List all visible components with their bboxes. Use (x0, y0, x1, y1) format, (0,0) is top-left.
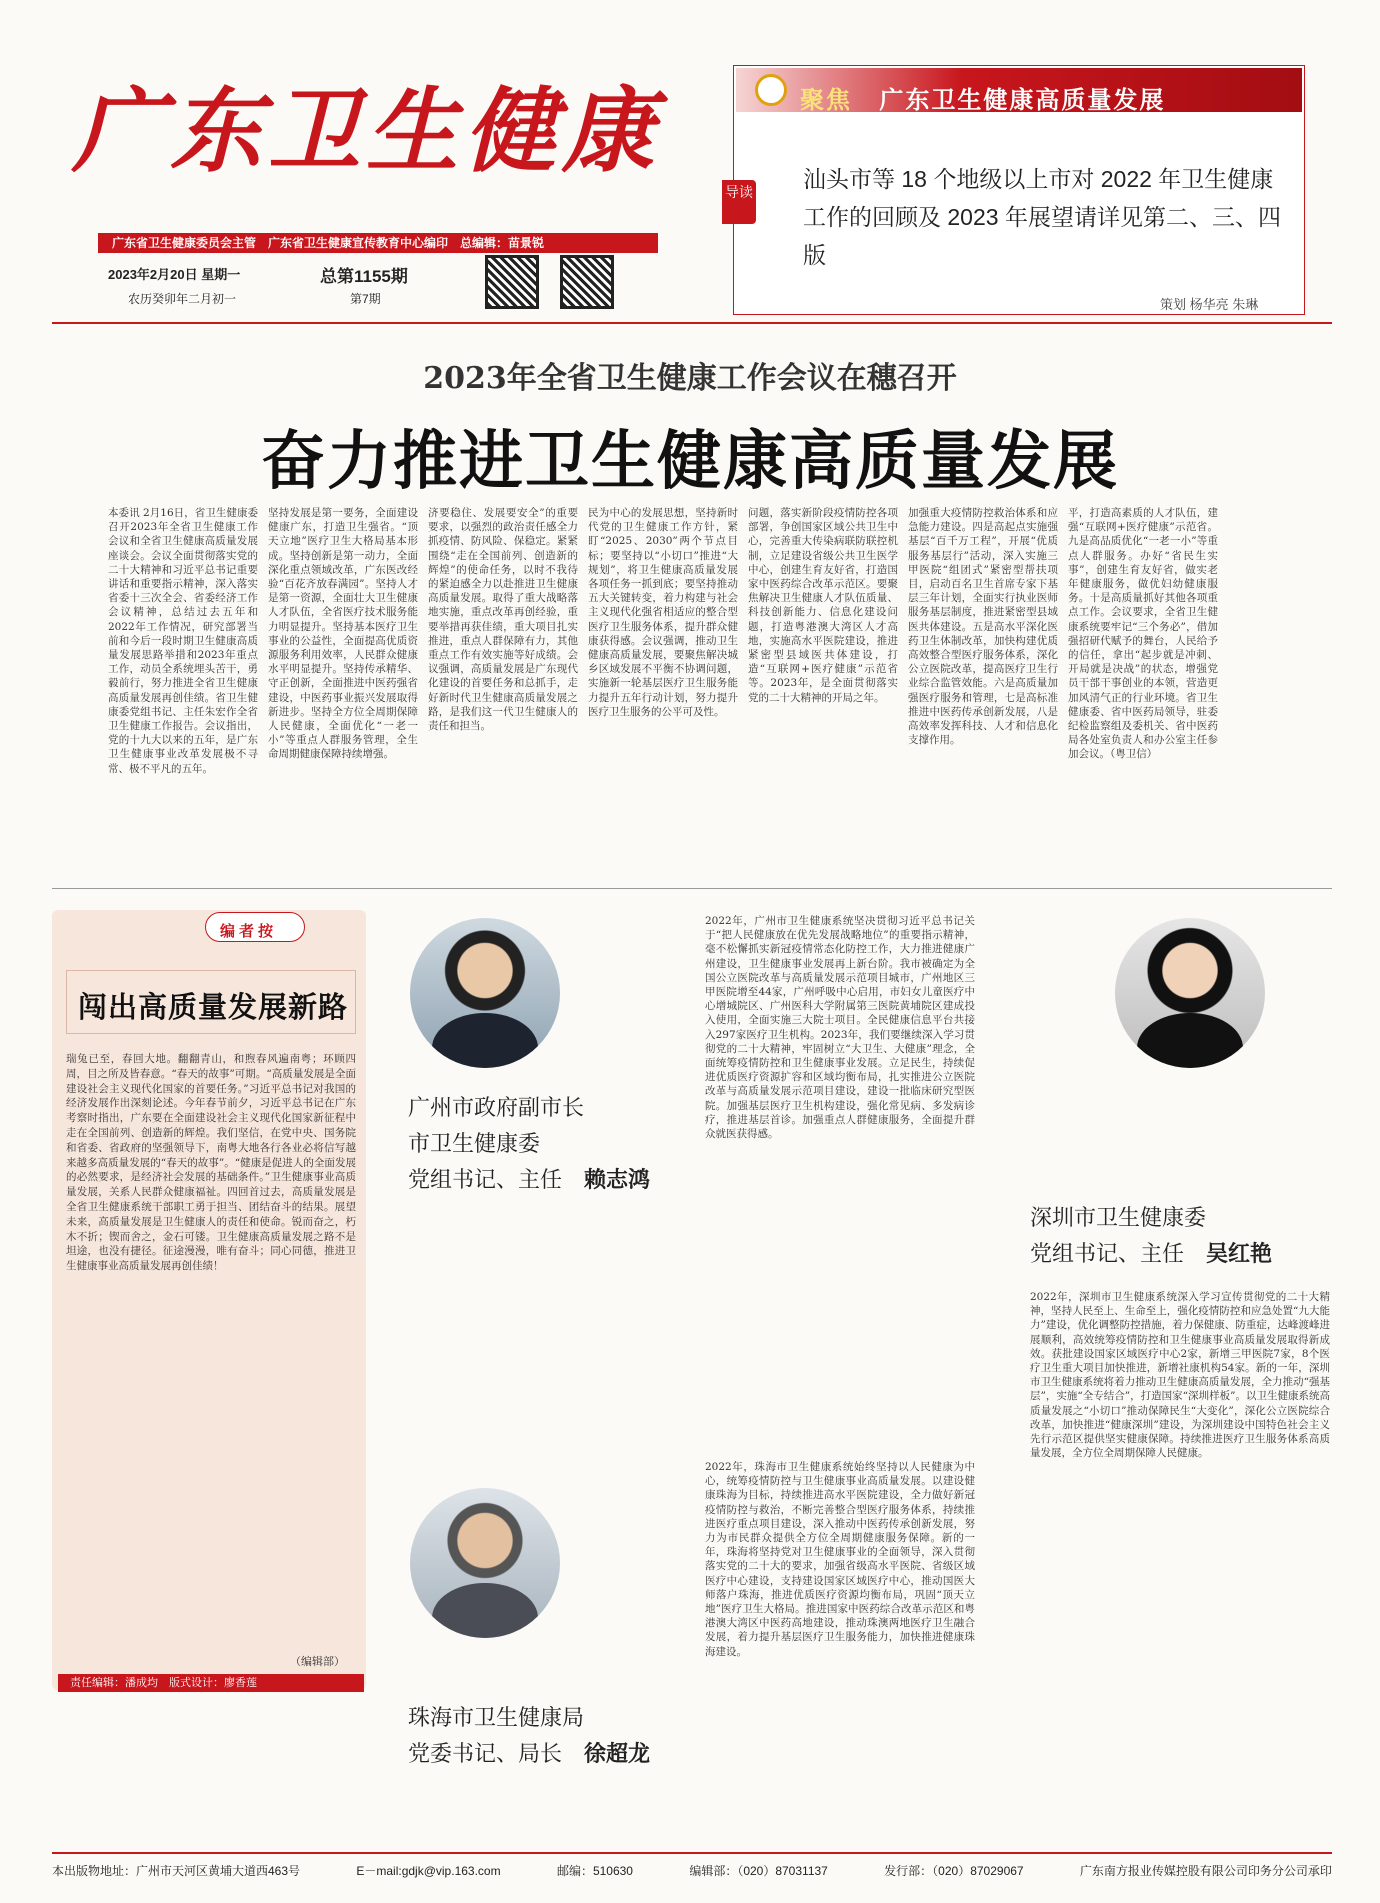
focus-text-row (800, 80, 1165, 115)
section-divider (52, 888, 1332, 889)
caption-line (408, 1162, 650, 1198)
qr-code (560, 255, 614, 309)
qr-code (485, 255, 539, 309)
profile-text-guangzhou: 2022年，广州市卫生健康系统坚决贯彻习近平总书记关于“把人民健康放在优先发展战略地位”的重要指示精神，毫不松懈抓实新冠疫情常态化防控工作，大力推进健康广州建设，卫生健康事业发展再上新台阶。我市被确定为全国公立医院改革与高质量发展示范项目城市，广州地区三甲医院增至44家，广州呼吸中心启用，市妇女儿童医疗中心增城院区、广州医科大学附属第三医院黄埔院区建成投入使用，全面实施三大院士项目。全民健康信息平台共接入297家医疗卫生机构。2023年，我们要继续深入学习贯彻党的二十大精神，牢固树立“大卫生、大健康”理念，全面统筹疫情防控和卫生健康事业发展。立足民生，持续促进优质医疗资源扩容和区域均衡布局，扎实推进公立医院改革与高质量发展示范项目建设，建设一批临床研究型医院。加强基层医疗卫生机构建设，强化常见病、多发病诊疗，推进基层首诊。加强重点人群健康服务，全面提升群众就医获得感。 (705, 915, 975, 1141)
article-column-6: 加强重大疫情防控救治体系和应急能力建设。四是高起点实施强基层“百千万工程”，开展“优质服务基层行”活动，深入实施三甲医院“组团式”紧密型帮扶项目，启动百名卫生首席专家下基层三年计划，全面实行执业医师服务基层制度，推进紧密型县域医共体建设。五是高水平深化医药卫生体制改革，加快构建优质高效整合型医疗服务体系，深化公立医院改革，提高医疗卫生行业综合监管效能。六是高质量加强医疗服务和管理，七是高标准推进中医药传承创新发展，八是高效率发挥科技、人才和信息化支撑作用。 (908, 507, 1058, 747)
editor-signature: （编辑部） (290, 1655, 345, 1668)
masthead-title: 广东卫生健康 (72, 77, 661, 185)
portrait-guangzhou (410, 918, 560, 1068)
portrait-shenzhen (1115, 918, 1265, 1068)
caption-line: 广州市政府副市长 (408, 1095, 585, 1120)
editor-body: 瑞兔已至，春回大地。翻翻青山，和煦春风遍南粤；环顾四周，目之所及皆春意。“春天的故事”可期。“高质量发展是全面建设社会主义现代化国家的首要任务。”习近平总书记对我国的经济发展作出深刻论述。今年春节前夕，习近平总书记在广东考察时指出，广东要在全面建设社会主义现代化国家新征程中走在全国前列、创造新的辉煌。我们坚信，在党中央、国务院和省委、省政府的坚强领导下，南粤大地各行各业必将信写越来越多高质量发展的“春天的故事”。“健康是促进人的全面发展的必然要求，是经济社会发展的基础条件。”卫生健康事业高质量发展，关系人民群众健康福祉。四回首过去，高质量发展是全省卫生健康系统干部职工勇于担当、团结奋斗的结果。展望未来，高质量发展是卫生健康人的责任和使命。锐而奋之，朽木不折；锲而舍之，金石可镂。卫生健康高质量发展之路不是坦途，也没有捷径。征途漫漫，唯有奋斗；同心同德，推进卫生健康事业高质量发展再创佳绩！ (66, 1053, 356, 1273)
caption-line (408, 1736, 650, 1772)
caption-role: 党组书记、主任 (1030, 1241, 1185, 1266)
article-column-7: 平，打造高素质的人才队伍，建强“互联网+医疗健康”示范省。九是高品质优化“一老一小”等重点人群服务。办好“省民生实事”，创建生育友好省，做实老年健康服务，做优妇幼健康服务。十是高质量抓好其他各项重点工作。会议要求，全省卫生健康系统要牢记“三个务必”，借加强招研代赋予的舞台，人民给予的信任，拿出“起步就是冲刺、开局就是决战”的状态，增强党员干部干事创业的本领，营造更加风清气正的行业环境。省卫生健康委、省中医药局领导，驻委纪检监察组及委机关、省中医药局各处室负责人和办公室主任参加会议。（粤卫信） (1068, 507, 1218, 761)
focus-label: 聚焦 (800, 87, 852, 114)
profile-name: 吴红艳 (1206, 1241, 1273, 1266)
footer-printer: 广东南方报业传媒控股有限公司印务分公司承印 (1079, 1864, 1332, 1878)
issue-number: 第7期 (350, 292, 381, 306)
article-column-5: 问题，落实新阶段疫情防控各项部署，争创国家区域公共卫生中心，完善重大传染病联防联控机制，立足建设省级公共卫生医学中心，创建生育友好省，打造国家中医药综合改革示范区。要聚焦解决卫生健康人才队伍质量、科技创新能力、信息化建设问题，打造粤港澳大湾区人才高地，实施高水平医院建设，推进紧密型县域医共体建设，打造“互联网+医疗健康”示范省等。2023年，是全面贯彻落实党的二十大精神的开局之年。 (748, 507, 898, 704)
article-column-2: 坚持发展是第一要务，全面建设健康广东，打造卫生强省。“顶天立地”医疗卫生大格局基本形成。坚持创新是第一动力，全面深化重点领域改革，广东医改经验“百花齐放春满园”。坚持人才是第一资源，全面壮大卫生健康人才队伍，全省医疗技术服务能力明显提升。坚持基本医疗卫生事业的公益性，全面提高优质资源服务利用效率，人民群众健康水平明显提升。坚持传承精华、守正创新，全面推进中医药强省建设，中医药事业振兴发展取得新进步。坚持全方位全周期保障人民健康，全面优化“一老一小”等重点人群服务管理，全生命周期健康保障持续增强。 (268, 507, 418, 761)
editor-title: 闯出高质量发展新路 (78, 990, 349, 1024)
caption-role: 党组书记、主任 (408, 1167, 563, 1192)
issue-total: 总第1155期 (320, 267, 408, 286)
article-column-3: 济要稳住、发展要安全”的重要要求，以强烈的政治责任感全力抓疫情、防风险、保稳定。紧紧围绕“走在全国前列、创造新的辉煌”的使命任务，以时不我待的紧迫感全力以赴推进卫生健康高质量发展。取得了重大战略落地实施，重点改革再创经验，重要举措再获佳绩，重大项目扎实推进，重点人群保障有力，其他重点工作有效实施等好成绩。会议强调，高质量发展是广东现代化建设的首要任务和总抓手，走好新时代卫生健康高质量发展之路，是我们这一代卫生健康人的责任和担当。 (428, 507, 578, 733)
caption-line: 市卫生健康委 (408, 1131, 541, 1156)
caption-shenzhen (1030, 1200, 1272, 1272)
caption-role: 党委书记、局长 (408, 1741, 563, 1766)
portrait-zhuhai (410, 1488, 560, 1638)
caption-line: 深圳市卫生健康委 (1030, 1205, 1207, 1230)
guide-tag: 导读 (722, 180, 756, 224)
article-column-4: 民为中心的发展思想，坚持新时代党的卫生健康工作方针，紧盯“2025、2030”两个节点目标；要坚持以“小切口”推进“大规划”，将卫生健康高质量发展各项任务一抓到底；要坚持推动五大关键转变，着力构建与社会主义现代化强省相适应的整合型医疗卫生服务体系，提升群众健康获得感。会议强调，推动卫生健康高质量发展，要聚焦解决城乡区域发展不平衡不协调问题，实施新一轮基层医疗卫生服务能力提升五年行动计划，努力提升医疗卫生服务的公平可及性。 (588, 507, 738, 718)
caption-zhuhai (408, 1700, 650, 1772)
lunar-date: 农历癸卯年二月初一 (128, 292, 237, 306)
issue-date: 2023年2月20日 星期一 (108, 267, 241, 282)
caption-guangzhou (408, 1090, 650, 1198)
suit-icon (432, 1013, 538, 1068)
caption-line: 珠海市卫生健康局 (408, 1705, 585, 1730)
sponsor-line: 广东省卫生健康委员会主管 广东省卫生健康宣传教育中心编印 总编辑：苗景锐 (98, 233, 658, 253)
editor-tag: 编者按 (220, 922, 278, 940)
article-subtitle: 2023年全省卫生健康工作会议在穗召开 (423, 361, 957, 396)
footer-email[interactable]: E－mail:gdjk@vip.163.com (356, 1864, 501, 1878)
profile-name: 徐超龙 (584, 1741, 651, 1766)
suit-icon (432, 1583, 538, 1638)
footer (52, 1862, 1332, 1879)
footer-postcode: 邮编：510630 (556, 1864, 633, 1878)
footer-distribution-phone: 发行部：（020）87029067 (884, 1864, 1024, 1878)
footer-address: 本出版物地址：广州市天河区黄埔大道西463号 (52, 1864, 301, 1878)
guide-text: 汕头市等 18 个地级以上市对 2022 年卫生健康工作的回顾及 2023 年展望请详见第二、三、四版 (803, 166, 1281, 268)
emblem-icon (755, 74, 787, 106)
profile-name: 赖志鸿 (584, 1167, 651, 1192)
focus-title: 广东卫生健康高质量发展 (879, 87, 1166, 114)
profile-text-shenzhen: 2022年，深圳市卫生健康系统深入学习宣传贯彻党的二十大精神，坚持人民至上、生命至上，强化疫情防控和应急处置“九大能力”建设，优化调整防控措施，着力保健康、防重症，达峰渡峰进展顺利，高效统筹疫情防控和卫生健康事业高质量发展取得新成效。获批建设国家区域医疗中心2家，新增三甲医院7家，8个医疗卫生重大项目加快推进，新增社康机构54家。新的一年，深圳市卫生健康系统将着力推动卫生健康高质量发展，全力推动“强基层”，实施“全专结合”，打造国家“深圳样板”。以卫生健康系统高质量发展之“小切口”推动保障民生“大变化”，深化公立医院综合改革，加快推进“健康深圳”建设，为深圳建设中国特色社会主义先行示范区提供坚实健康保障。持续推进医疗卫生服务体系高质量发展，全方位全周期保障人民健康。 (1030, 1291, 1330, 1460)
caption-line (1030, 1236, 1272, 1272)
credits-bar: 责任编辑：潘成均 版式设计：廖香莲 (58, 1674, 364, 1692)
article-column-1: 本委讯 2月16日，省卫生健康委召开2023年全省卫生健康工作会议和全省卫生健康高质量发展座谈会。会议全面贯彻落实党的二十大精神和习近平总书记重要讲话和重要指示精神，深入落实省委十三次全会、省委经济工作会议精神，总结过去五年和2022年工作情况，研究部署当前和今后一段时期卫生健康高质量发展思路举措和2023年重点工作，动员全系统埋头苦干，勇毅前行，努力推进全省卫生健康高质量发展再创佳绩。省卫生健康委党组书记、主任朱宏作全省卫生健康工作报告。会议指出，党的十九大以来的五年，是广东卫生健康事业改革发展极不寻常、极不平凡的五年。 (108, 507, 258, 775)
masthead-rule (52, 322, 1332, 324)
footer-editorial-phone: 编辑部：（020）87031137 (689, 1864, 828, 1878)
profile-text-zhuhai: 2022年，珠海市卫生健康系统始终坚持以人民健康为中心，统筹疫情防控与卫生健康事业高质量发展。以建设健康珠海为目标，持续推进高水平医院建设，全力做好新冠疫情防控与救治，不断完善整合型医疗服务体系，持续推进医疗重点项目建设，深入推动中医药传承创新发展，努力为市民群众提供全方位全周期健康服务保障。新的一年，珠海将坚持党对卫生健康事业的全面领导，深入贯彻落实党的二十大的要求，加强省级高水平医院、省级区域医疗中心建设，支持建设国家区域医疗中心，推动国医大师落户珠海，推进优质医疗资源均衡布局，巩固“顶天立地”医疗卫生大格局。推进国家中医药综合改革示范区和粤港澳大湾区中医药高地建设，推动珠澳两地医疗卫生融合发展，着力提升基层医疗卫生服务能力，加快推进健康珠海建设。 (705, 1461, 975, 1658)
planner-credit: 策划 杨华亮 朱琳 (1160, 297, 1259, 312)
suit-icon (1137, 1013, 1243, 1068)
footer-rule (52, 1852, 1332, 1854)
article-headline: 奋力推进卫生健康高质量发展 (261, 424, 1119, 499)
